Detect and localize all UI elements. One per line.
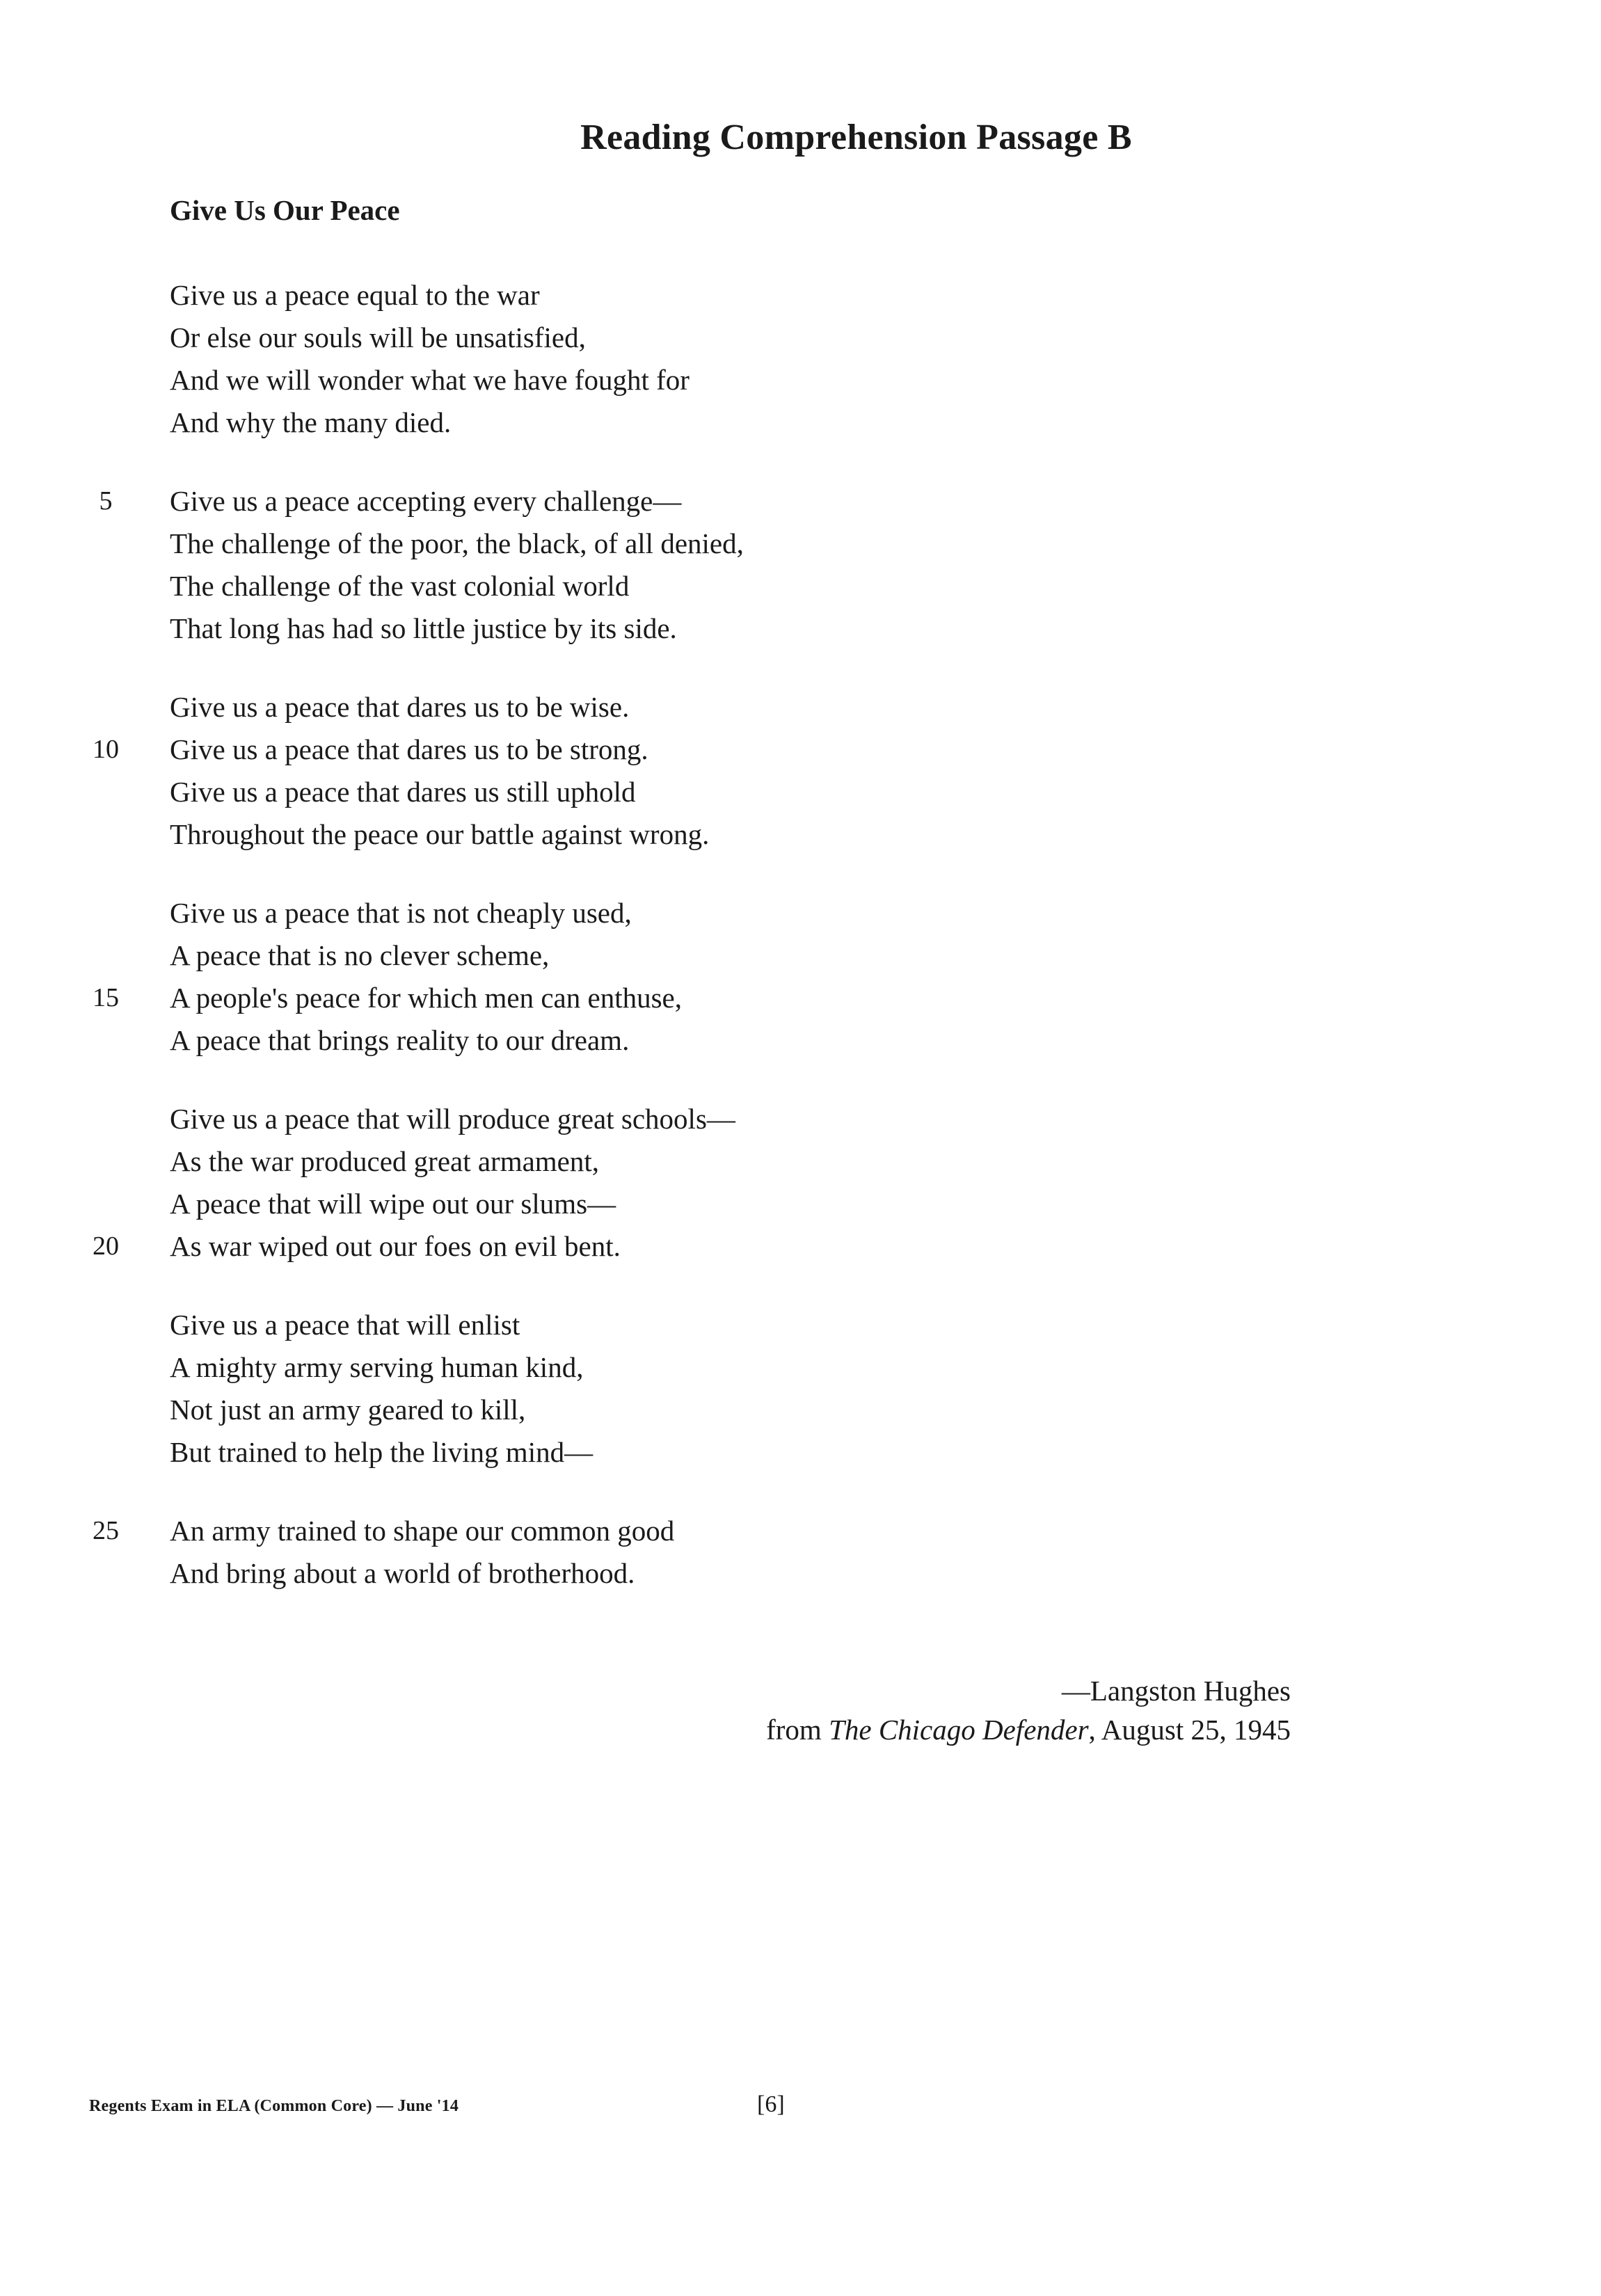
poem-line [0, 771, 1601, 813]
poem-line [0, 1510, 1601, 1552]
source-date: , August 25, 1945 [1088, 1714, 1291, 1746]
stanza [0, 892, 1601, 1062]
poem-line [0, 1225, 1601, 1268]
line-text: Give us a peace equal to the war [170, 279, 540, 311]
stanza [0, 686, 1601, 856]
poem-line [0, 728, 1601, 771]
author-credit: —Langston Hughes [1061, 1675, 1291, 1707]
line-text: Throughout the peace our battle against wrong. [170, 818, 710, 850]
poem-line [0, 607, 1601, 650]
line-text: Give us a peace that will produce great schools— [170, 1103, 735, 1135]
line-text: And bring about a world of brotherhood. [170, 1557, 635, 1589]
footer-exam-label: Regents Exam in ELA (Common Core) — June '14 [89, 2097, 459, 2115]
poem-line [0, 565, 1601, 607]
source-credit [766, 1710, 1291, 1749]
line-text: Not just an army geared to kill, [170, 1394, 526, 1426]
line-text: Give us a peace that will enlist [170, 1309, 520, 1341]
line-text: Give us a peace accepting every challenge— [170, 485, 682, 517]
poem-line [0, 934, 1601, 977]
source-prefix: from [766, 1714, 829, 1746]
stanza [0, 1304, 1601, 1474]
page-heading: Reading Comprehension Passage B [580, 118, 1132, 157]
poem-line [0, 686, 1601, 728]
poem-line [0, 1389, 1601, 1431]
line-number: 15 [93, 983, 119, 1012]
line-text: A peace that will wipe out our slums— [170, 1188, 616, 1220]
poem-line [0, 892, 1601, 934]
stanza [0, 480, 1601, 650]
line-text: As war wiped out our foes on evil bent. [170, 1230, 621, 1262]
poem-line [0, 1019, 1601, 1062]
line-text: That long has had so little justice by its side. [170, 612, 677, 644]
line-text: And we will wonder what we have fought for [170, 364, 690, 396]
attribution [766, 1671, 1291, 1749]
stanza [0, 1098, 1601, 1268]
poem-line [0, 401, 1601, 444]
line-text: Give us a peace that is not cheaply used, [170, 897, 632, 929]
line-text: A peace that is no clever scheme, [170, 939, 550, 971]
poem-line [0, 1098, 1601, 1140]
line-number: 25 [93, 1516, 119, 1545]
poem-line [0, 274, 1601, 317]
poem-body [0, 274, 1601, 1631]
stanza [0, 274, 1601, 444]
line-text: A peace that brings reality to our dream. [170, 1024, 630, 1056]
poem-line [0, 480, 1601, 523]
poem-line [0, 1140, 1601, 1183]
footer-page-number: [6] [757, 2091, 785, 2117]
poem-line [0, 1183, 1601, 1225]
source-title: The Chicago Defender [829, 1714, 1089, 1746]
line-number: 5 [99, 486, 113, 516]
poem-line [0, 317, 1601, 359]
line-text: An army trained to shape our common good [170, 1515, 675, 1547]
line-text: And why the many died. [170, 406, 452, 438]
line-text: As the war produced great armament, [170, 1145, 600, 1177]
line-text: But trained to help the living mind— [170, 1436, 594, 1468]
line-text: A mighty army serving human kind, [170, 1351, 584, 1383]
poem-line [0, 1304, 1601, 1346]
line-text: The challenge of the vast colonial world [170, 570, 630, 602]
poem-line [0, 1346, 1601, 1389]
line-text: A people's peace for which men can enthuse, [170, 982, 682, 1014]
line-text: Give us a peace that dares us to be strong. [170, 733, 648, 765]
line-text: Give us a peace that dares us still uphold [170, 776, 636, 808]
stanza [0, 1510, 1601, 1595]
poem-title: Give Us Our Peace [170, 194, 400, 226]
line-text: Give us a peace that dares us to be wise. [170, 691, 630, 723]
poem-line [0, 359, 1601, 401]
poem-line [0, 977, 1601, 1019]
line-number: 10 [93, 735, 119, 764]
line-number: 20 [93, 1231, 119, 1261]
poem-line [0, 523, 1601, 565]
poem-line [0, 1552, 1601, 1595]
poem-line [0, 1431, 1601, 1474]
line-text: The challenge of the poor, the black, of all denied, [170, 527, 744, 559]
line-text: Or else our souls will be unsatisfied, [170, 321, 586, 353]
poem-line [0, 813, 1601, 856]
